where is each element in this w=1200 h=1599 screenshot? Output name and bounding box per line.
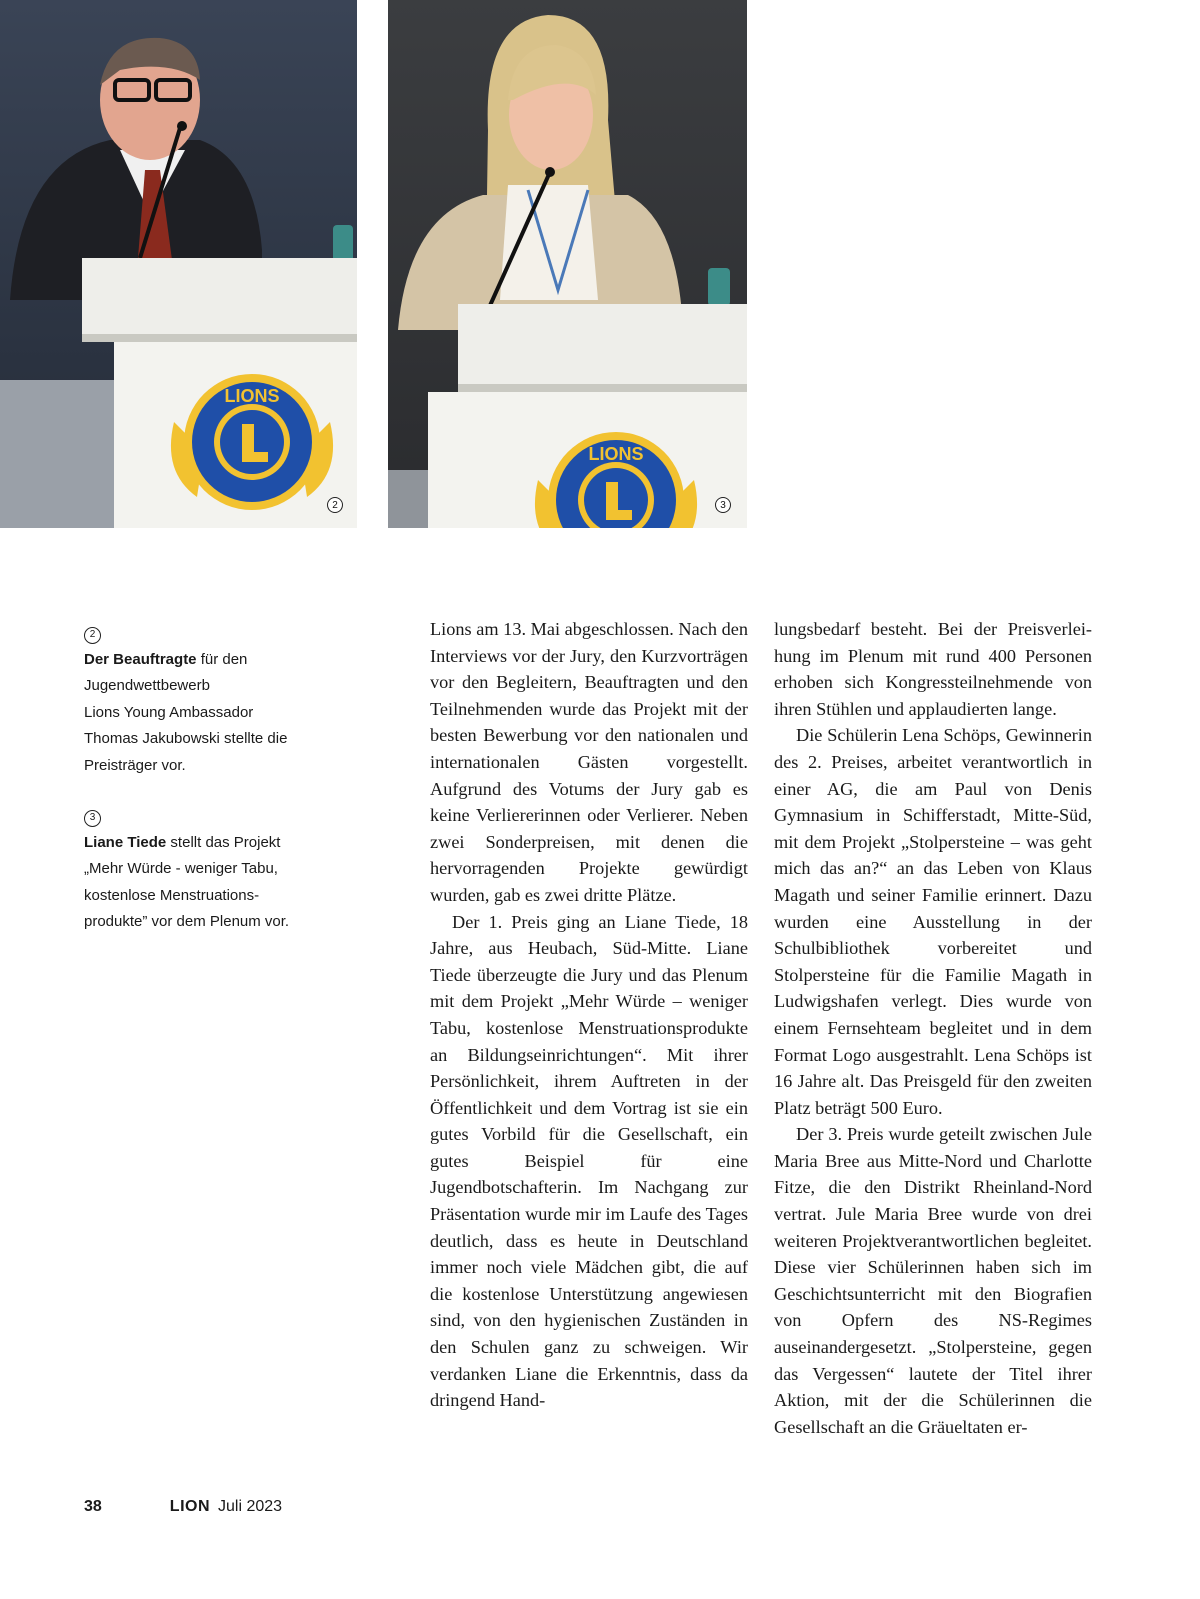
caption-line: Preisträger vor.: [84, 756, 186, 774]
photo-number-badge: 3: [715, 497, 731, 513]
caption-line: [84, 647, 384, 674]
photo-captions: [84, 620, 384, 960]
photo-tiede: [388, 0, 747, 528]
caption-line: „Mehr Würde - weniger Tabu,: [84, 860, 278, 877]
caption-2: [84, 620, 384, 779]
article-column-2: [774, 616, 1092, 1440]
photo-number-badge: 2: [327, 497, 343, 513]
article-paragraph: Der 3. Preis wurde geteilt zwischen Jule Maria Bree aus Mitte-Nord und Charlotte Fitze, die den Distrikt Rheinland-Nord vertrat. Jule Maria Bree wurde von drei weiteren Projektverantwortlichen begleitet. Diese vier Schülerinnen haben sich im Geschichtsunterricht mit den Biografien von Opfern des NS-Regimes auseinandergesetzt. „Stolpersteine, gegen das Vergessen“ lautete der Titel ihrer Aktion, mit der die Schülerinnen die Gesellschaft an die Gräueltaten er-: [774, 1124, 1092, 1437]
caption-lead: Der Beauftragte: [84, 650, 197, 668]
caption-line: Lions Young Ambassador: [84, 703, 254, 721]
caption-number-badge: 2: [84, 627, 101, 644]
caption-line: Thomas Jakubowski stellte die: [84, 730, 288, 747]
photo-jakubowski-image: [0, 0, 357, 528]
photo-tiede-image: [388, 0, 747, 528]
caption-lead: Liane Tiede: [84, 833, 167, 851]
issue-date: Juli 2023: [218, 1498, 283, 1515]
article-paragraph: Lions am 13. Mai abgeschlossen. Nach den Interviews vor der Jury, den Kurzvorträgen vor den Begleitern, Beauftragten und den Teilnehmenden wurde das Projekt mit der besten Bewerbung vor den nationalen und internationalen Gästen vorgestellt. Aufgrund des Votums der Jury gab es keine Verliererinnen oder Verlierer. Neben zwei Sonderpreisen, mit denen die hervorragenden Projekte gewürdigt wurden, gab es zwei dritte Plätze.: [430, 619, 748, 905]
caption-text: stellt das Projekt: [166, 833, 281, 851]
caption-line: kostenlose Menstruations-: [84, 886, 260, 904]
photo-jakubowski: [0, 0, 357, 528]
caption-number-badge: 3: [84, 810, 101, 827]
article-paragraph: lungsbedarf besteht. Bei der Preisverleihung im Plenum mit rund 400 Personen erhoben sich Kongressteilnehmende von ihren Stühlen und applaudierten lange.: [774, 619, 1092, 719]
podium-logo-text-1: LIONS: [224, 386, 280, 406]
magazine-name: LION: [169, 1498, 211, 1515]
podium-logo-text-2: LIONS: [588, 444, 644, 464]
article-paragraph: Der 1. Preis ging an Liane Tiede, 18 Jahre, aus Heubach, Süd-Mitte. Liane Tiede überzeugte die Jury und das Plenum mit dem Projekt „Mehr Würde – weniger Tabu, kostenlose Menstruationsprodukte an Bildungseinrichtungen“. Mit ihrer Persönlichkeit, ihrem Auftreten in der Öffentlichkeit und dem Vortrag ist sie ein gutes Vorbild für die Gesellschaft, ein gutes Beispiel für eine Jugendbotschafterin. Im Nachgang zur Präsentation wurde mir im Laufe des Tages deutlich, dass es heute in Deutschland immer noch viele Mädchen gibt, die auf die kostenlose Unterstützung angewiesen sind, von den hygienischen Zuständen in den Schulen ganz zu schweigen. Wir verdanken Liane die Erkenntnis, dass da dringend Hand-: [430, 911, 748, 1411]
caption-line: Jugendwettbewerb: [84, 677, 210, 694]
caption-3: [84, 803, 384, 936]
article-paragraph: Die Schülerin Lena Schöps, Gewinnerin des 2. Preises, arbeitet verantwortlich in einer AG, die am Paul von Denis Gymnasium in Schifferstadt, Mitte-Süd, mit dem Projekt „Stolpersteine – was geht mich das an?“ an das Leben von Klaus Magath und seiner Familie erinnert. Dazu wurden eine Ausstellung in der Schulbibliothek vorbereitet und Stolpersteine für die Familie Magath in Ludwigshafen verlegt. Dies wurde von einem Fernsehteam begleitet und in dem Format Logo ausgestrahlt. Lena Schöps ist 16 Jahre alt. Das Preisgeld für den zweiten Platz beträgt 500 Euro.: [774, 725, 1092, 1118]
caption-line: produkte” vor dem Plenum vor.: [84, 913, 290, 930]
caption-line: [84, 830, 384, 857]
caption-text: für den: [196, 650, 248, 668]
page-footer: [84, 1498, 282, 1516]
article-column-1: [430, 616, 748, 1414]
page-number: 38: [84, 1498, 102, 1515]
